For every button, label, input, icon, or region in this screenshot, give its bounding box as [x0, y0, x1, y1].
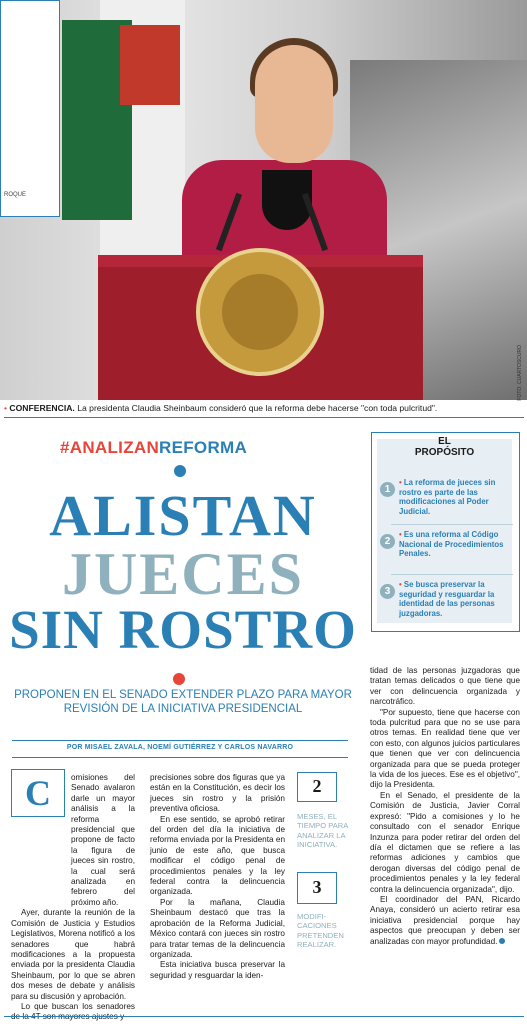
paragraph: precisiones sobre dos figuras que ya están en la Constitución, es decir los jueces sin rostro y la prisión preventiva oficiosa. [150, 773, 285, 814]
photo-credit: FOTO: CUARTOSCURO [517, 345, 523, 401]
red-dot [173, 673, 185, 685]
subtitle: PROPONEN EN EL SENADO EXTENDER PLAZO PARA MAYOR REVISIÓN DE LA INICIATIVA PRESIDENCIAL [14, 689, 352, 715]
paragraph: tidad de las personas juzgadoras que tratan temas delicados o que tiene que ver con delincuencia organizada y narcotráfico. [370, 666, 520, 707]
paragraph: Lo que buscan los senadores [21, 1001, 135, 1011]
stat-box: 3 [297, 872, 337, 904]
blue-dot [174, 465, 186, 477]
purpose-item: 1 • La reforma de jueces sin rostro es parte de las modificaciones al Poder Judicial. [380, 478, 515, 523]
divider [391, 574, 513, 575]
hashtag-part2: REFORMA [159, 438, 248, 457]
conference-photo [0, 0, 527, 400]
caption-lead: CONFERENCIA. [9, 403, 75, 413]
stat-label: MESES, EL TIEMPO PARA ANALIZAR LA INICIATIVA. [297, 812, 348, 850]
purpose-title [371, 436, 518, 458]
body-column-2 [150, 773, 285, 981]
stat-label: MODIFI-CACIONES PRETENDEN REALIZAR. [297, 912, 344, 950]
number-badge: 2 [380, 534, 395, 549]
purpose-item-text: Se busca preservar la seguridad y resguardar la identidad de las personas juzgadoras. [399, 580, 495, 618]
side-panel-label: ROQUE [4, 192, 27, 198]
headline-line2: JUECES [61, 541, 305, 607]
purpose-item: 2 • Es una reforma al Código Nacional de Procedimientos Penales. [380, 530, 515, 570]
hashtag-part1: #ANALIZAN [60, 438, 160, 457]
divider [391, 524, 513, 525]
number-badge: 1 [380, 482, 395, 497]
dropcap-letter: C [25, 773, 51, 813]
purpose-title-line2: PROPÓSITO [414, 447, 475, 458]
paragraph: Ayer, durante la reunión de la Comisión de Justicia y Estudios Legislativos, Morena notificó a los senadores que habrá modificaciones a la propuesta enviada por la presidenta Claudia Sheinbaum, por lo que se abren dos meses de debate y análisis para su discusión y aprobación. [11, 908, 135, 1001]
paragraph: Por la mañana, Claudia Sheinbaum destacó que tras la aprobación de la Reforma Judicial, México contará con jueces sin rostro para tratar temas de la delincuencia organizada. [150, 897, 285, 959]
byline: POR MISAEL ZAVALA, NOEMÍ GUTIÉRREZ Y CARLOS NAVARRO [66, 744, 294, 751]
headline-line3: SIN ROSTRO [9, 599, 357, 660]
caption-text: La presidenta Claudia Sheinbaum consideró que la reforma debe hacerse "con toda pulcritud". [74, 403, 438, 413]
paragraph: omisiones del Senado avalaron darle un mayor análisis a la reforma presidencial que propone de facto la figura de jueces sin rostro, la cual será analizada en febrero del próximo año. [71, 773, 135, 907]
divider [12, 757, 348, 758]
headline-line1: ALISTAN [49, 483, 317, 548]
paragraph: "Por supuesto, tiene que hacerse con toda pulcritud para que no se use para otros temas. En realidad tiene que ver con esto, con algunos juicios particulares que tienen que ver con delincuencia organizada para que se pueda proteger la vida de los jueces. Ese es el objetivo", dijo la Presidenta. [370, 707, 520, 790]
body-column-1 [11, 773, 135, 1023]
stat-box: 2 [297, 772, 337, 802]
divider [12, 740, 348, 741]
side-panel [0, 0, 60, 217]
paragraph-text: El coordinador del PAN, Ricardo Anaya, consideró un acierto retirar esa iniciativa presidencial porque hay aspectos que preocupan y deben ser analizadas con mayor profundidad. [370, 894, 520, 946]
mexico-seal [196, 248, 324, 376]
purpose-title-line1: EL [438, 436, 451, 447]
end-mark [499, 938, 505, 944]
purpose-item: 3 • Se busca preservar la seguridad y resguardar la identidad de las personas juzgadoras. [380, 580, 515, 625]
divider [4, 417, 524, 418]
paragraph: En el Senado, el presidente de la Comisión de Justicia, Javier Corral expresó: "Pido a comisiones y lo he consultado con el senador Enrique Inzunza para poder retirar del orden del día el dictamen que se refiere a las reformas adiciones y cambios que derogan diversas del código penal de procedimientos penales y la ley federal contra la delincuencia organizada", dijo. [370, 790, 520, 894]
paragraph [370, 895, 520, 947]
divider [4, 1016, 524, 1017]
purpose-item-text: Es una reforma al Código Nacional de Procedimientos Penales. [399, 530, 504, 558]
photo-caption: • CONFERENCIA. La presidenta Claudia Sheinbaum consideró que la reforma debe hacerse "con toda pulcritud". [4, 403, 438, 413]
purpose-item-text: La reforma de jueces sin rostro es parte de las modificaciones al Poder Judicial. [399, 478, 496, 516]
body-column-3 [370, 666, 520, 947]
number-badge: 3 [380, 584, 395, 599]
paragraph: Esta iniciativa busca preservar la seguridad y resguardar la iden- [150, 960, 285, 980]
paragraph: En ese sentido, se aprobó retirar del orden del día la iniciativa de reforma enviada por la Presidenta en junio de este año, que busca modificar el código penal de procedimientos penales y la ley federal contra la delincuencia organizada. [150, 814, 285, 897]
hashtag [60, 438, 247, 458]
